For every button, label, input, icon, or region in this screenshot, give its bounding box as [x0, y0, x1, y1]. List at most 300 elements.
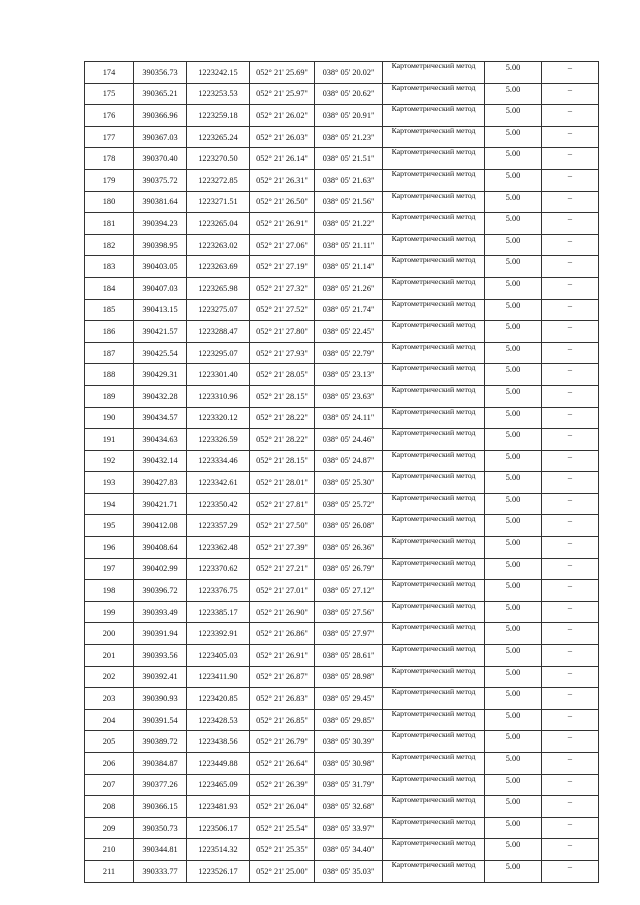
table-row: [85, 645, 599, 667]
accuracy-cell: 5.00: [485, 537, 542, 559]
longitude-cell: 038° 05' 30.98": [315, 753, 383, 775]
note-cell: –: [542, 342, 599, 364]
method-cell: Картометрический метод: [383, 321, 485, 343]
table-row: [85, 493, 599, 515]
x-coordinate-cell: 390392.41: [134, 666, 187, 688]
x-coordinate-cell: 390421.57: [134, 321, 187, 343]
latitude-cell: 052° 21' 26.87": [250, 666, 315, 688]
table-row: [85, 256, 599, 278]
x-coordinate-cell: 390427.83: [134, 472, 187, 494]
method-cell: Картометрический метод: [383, 105, 485, 127]
table-row: [85, 385, 599, 407]
x-coordinate-cell: 390394.23: [134, 213, 187, 235]
point-number-cell: 185: [85, 299, 134, 321]
x-coordinate-cell: 390366.15: [134, 796, 187, 818]
accuracy-cell: 5.00: [485, 148, 542, 170]
table-row: [85, 429, 599, 451]
x-coordinate-cell: 390408.64: [134, 537, 187, 559]
y-coordinate-cell: 1223392.91: [187, 623, 250, 645]
latitude-cell: 052° 21' 27.01": [250, 580, 315, 602]
table-row: [85, 817, 599, 839]
point-number-cell: 202: [85, 666, 134, 688]
table-row: [85, 299, 599, 321]
accuracy-cell: 5.00: [485, 558, 542, 580]
table-row: [85, 558, 599, 580]
point-number-cell: 175: [85, 83, 134, 105]
longitude-cell: 038° 05' 32.68": [315, 796, 383, 818]
accuracy-cell: 5.00: [485, 472, 542, 494]
latitude-cell: 052° 21' 27.50": [250, 515, 315, 537]
y-coordinate-cell: 1223259.18: [187, 105, 250, 127]
latitude-cell: 052° 21' 26.83": [250, 688, 315, 710]
latitude-cell: 052° 21' 26.04": [250, 796, 315, 818]
latitude-cell: 052° 21' 27.19": [250, 256, 315, 278]
point-number-cell: 176: [85, 105, 134, 127]
latitude-cell: 052° 21' 27.21": [250, 558, 315, 580]
latitude-cell: 052° 21' 26.86": [250, 623, 315, 645]
latitude-cell: 052° 21' 26.14": [250, 148, 315, 170]
method-cell: Картометрический метод: [383, 817, 485, 839]
accuracy-cell: 5.00: [485, 62, 542, 84]
point-number-cell: 206: [85, 753, 134, 775]
table-row: [85, 148, 599, 170]
method-cell: Картометрический метод: [383, 299, 485, 321]
method-cell: Картометрический метод: [383, 169, 485, 191]
note-cell: –: [542, 688, 599, 710]
x-coordinate-cell: 390390.93: [134, 688, 187, 710]
longitude-cell: 038° 05' 23.63": [315, 385, 383, 407]
x-coordinate-cell: 390391.54: [134, 709, 187, 731]
note-cell: –: [542, 407, 599, 429]
accuracy-cell: 5.00: [485, 839, 542, 861]
table-row: [85, 774, 599, 796]
longitude-cell: 038° 05' 22.45": [315, 321, 383, 343]
point-number-cell: 198: [85, 580, 134, 602]
y-coordinate-cell: 1223370.62: [187, 558, 250, 580]
y-coordinate-cell: 1223265.04: [187, 213, 250, 235]
accuracy-cell: 5.00: [485, 860, 542, 882]
latitude-cell: 052° 21' 26.03": [250, 126, 315, 148]
y-coordinate-cell: 1223428.53: [187, 709, 250, 731]
table-row: [85, 450, 599, 472]
longitude-cell: 038° 05' 27.56": [315, 601, 383, 623]
note-cell: –: [542, 796, 599, 818]
y-coordinate-cell: 1223326.59: [187, 429, 250, 451]
note-cell: –: [542, 645, 599, 667]
y-coordinate-cell: 1223357.29: [187, 515, 250, 537]
point-number-cell: 177: [85, 126, 134, 148]
note-cell: –: [542, 321, 599, 343]
latitude-cell: 052° 21' 27.06": [250, 234, 315, 256]
accuracy-cell: 5.00: [485, 666, 542, 688]
latitude-cell: 052° 21' 26.64": [250, 753, 315, 775]
x-coordinate-cell: 390398.95: [134, 234, 187, 256]
y-coordinate-cell: 1223449.88: [187, 753, 250, 775]
latitude-cell: 052° 21' 28.22": [250, 407, 315, 429]
longitude-cell: 038° 05' 31.79": [315, 774, 383, 796]
longitude-cell: 038° 05' 26.36": [315, 537, 383, 559]
table-row: [85, 213, 599, 235]
accuracy-cell: 5.00: [485, 126, 542, 148]
x-coordinate-cell: 390407.03: [134, 277, 187, 299]
longitude-cell: 038° 05' 20.91": [315, 105, 383, 127]
longitude-cell: 038° 05' 27.97": [315, 623, 383, 645]
point-number-cell: 199: [85, 601, 134, 623]
y-coordinate-cell: 1223263.69: [187, 256, 250, 278]
method-cell: Картометрический метод: [383, 645, 485, 667]
x-coordinate-cell: 390402.99: [134, 558, 187, 580]
note-cell: –: [542, 709, 599, 731]
method-cell: Картометрический метод: [383, 126, 485, 148]
longitude-cell: 038° 05' 24.87": [315, 450, 383, 472]
latitude-cell: 052° 21' 26.91": [250, 213, 315, 235]
x-coordinate-cell: 390356.73: [134, 62, 187, 84]
point-number-cell: 203: [85, 688, 134, 710]
x-coordinate-cell: 390434.63: [134, 429, 187, 451]
y-coordinate-cell: 1223405.03: [187, 645, 250, 667]
table-row: [85, 623, 599, 645]
method-cell: Картометрический метод: [383, 537, 485, 559]
table-row: [85, 796, 599, 818]
method-cell: Картометрический метод: [383, 450, 485, 472]
point-number-cell: 193: [85, 472, 134, 494]
longitude-cell: 038° 05' 33.97": [315, 817, 383, 839]
longitude-cell: 038° 05' 23.13": [315, 364, 383, 386]
method-cell: Картометрический метод: [383, 580, 485, 602]
latitude-cell: 052° 21' 28.05": [250, 364, 315, 386]
longitude-cell: 038° 05' 28.61": [315, 645, 383, 667]
y-coordinate-cell: 1223288.47: [187, 321, 250, 343]
latitude-cell: 052° 21' 27.80": [250, 321, 315, 343]
method-cell: Картометрический метод: [383, 601, 485, 623]
latitude-cell: 052° 21' 26.90": [250, 601, 315, 623]
table-row: [85, 860, 599, 882]
note-cell: –: [542, 169, 599, 191]
accuracy-cell: 5.00: [485, 169, 542, 191]
note-cell: –: [542, 601, 599, 623]
note-cell: –: [542, 277, 599, 299]
point-number-cell: 200: [85, 623, 134, 645]
latitude-cell: 052° 21' 26.79": [250, 731, 315, 753]
table-row: [85, 83, 599, 105]
accuracy-cell: 5.00: [485, 385, 542, 407]
table-row: [85, 753, 599, 775]
point-number-cell: 194: [85, 493, 134, 515]
method-cell: Картометрический метод: [383, 148, 485, 170]
method-cell: Картометрический метод: [383, 623, 485, 645]
latitude-cell: 052° 21' 27.32": [250, 277, 315, 299]
point-number-cell: 174: [85, 62, 134, 84]
point-number-cell: 188: [85, 364, 134, 386]
longitude-cell: 038° 05' 29.85": [315, 709, 383, 731]
table-row: [85, 515, 599, 537]
note-cell: –: [542, 558, 599, 580]
y-coordinate-cell: 1223275.07: [187, 299, 250, 321]
y-coordinate-cell: 1223270.50: [187, 148, 250, 170]
accuracy-cell: 5.00: [485, 709, 542, 731]
note-cell: –: [542, 256, 599, 278]
longitude-cell: 038° 05' 20.02": [315, 62, 383, 84]
y-coordinate-cell: 1223263.02: [187, 234, 250, 256]
point-number-cell: 179: [85, 169, 134, 191]
table-row: [85, 105, 599, 127]
x-coordinate-cell: 390393.56: [134, 645, 187, 667]
x-coordinate-cell: 390432.14: [134, 450, 187, 472]
table-body: [85, 62, 599, 883]
note-cell: –: [542, 213, 599, 235]
latitude-cell: 052° 21' 26.39": [250, 774, 315, 796]
y-coordinate-cell: 1223342.61: [187, 472, 250, 494]
point-number-cell: 189: [85, 385, 134, 407]
latitude-cell: 052° 21' 28.15": [250, 385, 315, 407]
y-coordinate-cell: 1223242.15: [187, 62, 250, 84]
y-coordinate-cell: 1223465.09: [187, 774, 250, 796]
point-number-cell: 187: [85, 342, 134, 364]
y-coordinate-cell: 1223301.40: [187, 364, 250, 386]
latitude-cell: 052° 21' 25.69": [250, 62, 315, 84]
table-row: [85, 688, 599, 710]
accuracy-cell: 5.00: [485, 407, 542, 429]
longitude-cell: 038° 05' 22.79": [315, 342, 383, 364]
method-cell: Картометрический метод: [383, 83, 485, 105]
method-cell: Картометрический метод: [383, 429, 485, 451]
x-coordinate-cell: 390432.28: [134, 385, 187, 407]
note-cell: –: [542, 364, 599, 386]
method-cell: Картометрический метод: [383, 709, 485, 731]
accuracy-cell: 5.00: [485, 234, 542, 256]
x-coordinate-cell: 390367.03: [134, 126, 187, 148]
y-coordinate-cell: 1223526.17: [187, 860, 250, 882]
latitude-cell: 052° 21' 25.00": [250, 860, 315, 882]
x-coordinate-cell: 390425.54: [134, 342, 187, 364]
longitude-cell: 038° 05' 21.51": [315, 148, 383, 170]
y-coordinate-cell: 1223420.85: [187, 688, 250, 710]
longitude-cell: 038° 05' 21.23": [315, 126, 383, 148]
table-row: [85, 472, 599, 494]
method-cell: Картометрический метод: [383, 666, 485, 688]
point-number-cell: 205: [85, 731, 134, 753]
x-coordinate-cell: 390377.26: [134, 774, 187, 796]
x-coordinate-cell: 390396.72: [134, 580, 187, 602]
point-number-cell: 182: [85, 234, 134, 256]
point-number-cell: 204: [85, 709, 134, 731]
method-cell: Картометрический метод: [383, 385, 485, 407]
x-coordinate-cell: 390375.72: [134, 169, 187, 191]
note-cell: –: [542, 234, 599, 256]
point-number-cell: 197: [85, 558, 134, 580]
note-cell: –: [542, 493, 599, 515]
longitude-cell: 038° 05' 21.22": [315, 213, 383, 235]
method-cell: Картометрический метод: [383, 213, 485, 235]
note-cell: –: [542, 450, 599, 472]
longitude-cell: 038° 05' 21.26": [315, 277, 383, 299]
accuracy-cell: 5.00: [485, 191, 542, 213]
table-row: [85, 169, 599, 191]
note-cell: –: [542, 62, 599, 84]
accuracy-cell: 5.00: [485, 580, 542, 602]
point-number-cell: 208: [85, 796, 134, 818]
method-cell: Картометрический метод: [383, 731, 485, 753]
longitude-cell: 038° 05' 21.63": [315, 169, 383, 191]
latitude-cell: 052° 21' 27.81": [250, 493, 315, 515]
longitude-cell: 038° 05' 26.79": [315, 558, 383, 580]
point-number-cell: 191: [85, 429, 134, 451]
point-number-cell: 201: [85, 645, 134, 667]
x-coordinate-cell: 390384.87: [134, 753, 187, 775]
accuracy-cell: 5.00: [485, 731, 542, 753]
x-coordinate-cell: 390370.40: [134, 148, 187, 170]
table-row: [85, 709, 599, 731]
x-coordinate-cell: 390429.31: [134, 364, 187, 386]
latitude-cell: 052° 21' 27.39": [250, 537, 315, 559]
point-number-cell: 209: [85, 817, 134, 839]
point-number-cell: 186: [85, 321, 134, 343]
latitude-cell: 052° 21' 27.93": [250, 342, 315, 364]
x-coordinate-cell: 390391.94: [134, 623, 187, 645]
point-number-cell: 207: [85, 774, 134, 796]
note-cell: –: [542, 731, 599, 753]
accuracy-cell: 5.00: [485, 277, 542, 299]
x-coordinate-cell: 390403.05: [134, 256, 187, 278]
accuracy-cell: 5.00: [485, 342, 542, 364]
y-coordinate-cell: 1223272.85: [187, 169, 250, 191]
y-coordinate-cell: 1223350.42: [187, 493, 250, 515]
y-coordinate-cell: 1223506.17: [187, 817, 250, 839]
note-cell: –: [542, 666, 599, 688]
accuracy-cell: 5.00: [485, 213, 542, 235]
y-coordinate-cell: 1223253.53: [187, 83, 250, 105]
accuracy-cell: 5.00: [485, 623, 542, 645]
note-cell: –: [542, 191, 599, 213]
accuracy-cell: 5.00: [485, 493, 542, 515]
method-cell: Картометрический метод: [383, 796, 485, 818]
method-cell: Картометрический метод: [383, 753, 485, 775]
point-number-cell: 192: [85, 450, 134, 472]
note-cell: –: [542, 580, 599, 602]
note-cell: –: [542, 515, 599, 537]
longitude-cell: 038° 05' 27.12": [315, 580, 383, 602]
method-cell: Картометрический метод: [383, 515, 485, 537]
y-coordinate-cell: 1223438.56: [187, 731, 250, 753]
latitude-cell: 052° 21' 25.35": [250, 839, 315, 861]
y-coordinate-cell: 1223514.32: [187, 839, 250, 861]
table-row: [85, 601, 599, 623]
note-cell: –: [542, 83, 599, 105]
method-cell: Картометрический метод: [383, 688, 485, 710]
table-row: [85, 191, 599, 213]
note-cell: –: [542, 105, 599, 127]
y-coordinate-cell: 1223334.46: [187, 450, 250, 472]
y-coordinate-cell: 1223320.12: [187, 407, 250, 429]
table-row: [85, 731, 599, 753]
latitude-cell: 052° 21' 26.50": [250, 191, 315, 213]
note-cell: –: [542, 860, 599, 882]
note-cell: –: [542, 623, 599, 645]
longitude-cell: 038° 05' 29.45": [315, 688, 383, 710]
accuracy-cell: 5.00: [485, 299, 542, 321]
x-coordinate-cell: 390389.72: [134, 731, 187, 753]
table-row: [85, 666, 599, 688]
longitude-cell: 038° 05' 21.74": [315, 299, 383, 321]
x-coordinate-cell: 390350.73: [134, 817, 187, 839]
table-row: [85, 537, 599, 559]
method-cell: Картометрический метод: [383, 407, 485, 429]
latitude-cell: 052° 21' 25.54": [250, 817, 315, 839]
x-coordinate-cell: 390434.57: [134, 407, 187, 429]
y-coordinate-cell: 1223385.17: [187, 601, 250, 623]
latitude-cell: 052° 21' 26.85": [250, 709, 315, 731]
x-coordinate-cell: 390344.81: [134, 839, 187, 861]
x-coordinate-cell: 390333.77: [134, 860, 187, 882]
note-cell: –: [542, 299, 599, 321]
note-cell: –: [542, 472, 599, 494]
accuracy-cell: 5.00: [485, 515, 542, 537]
longitude-cell: 038° 05' 21.11": [315, 234, 383, 256]
accuracy-cell: 5.00: [485, 429, 542, 451]
longitude-cell: 038° 05' 25.30": [315, 472, 383, 494]
method-cell: Картометрический метод: [383, 364, 485, 386]
x-coordinate-cell: 390412.08: [134, 515, 187, 537]
longitude-cell: 038° 05' 21.56": [315, 191, 383, 213]
y-coordinate-cell: 1223271.51: [187, 191, 250, 213]
table-row: [85, 364, 599, 386]
table-row: [85, 126, 599, 148]
longitude-cell: 038° 05' 25.72": [315, 493, 383, 515]
accuracy-cell: 5.00: [485, 321, 542, 343]
method-cell: Картометрический метод: [383, 342, 485, 364]
point-number-cell: 195: [85, 515, 134, 537]
note-cell: –: [542, 429, 599, 451]
table-row: [85, 580, 599, 602]
note-cell: –: [542, 537, 599, 559]
note-cell: –: [542, 817, 599, 839]
x-coordinate-cell: 390413.15: [134, 299, 187, 321]
table-row: [85, 407, 599, 429]
accuracy-cell: 5.00: [485, 601, 542, 623]
point-number-cell: 210: [85, 839, 134, 861]
method-cell: Картометрический метод: [383, 860, 485, 882]
x-coordinate-cell: 390366.96: [134, 105, 187, 127]
point-number-cell: 178: [85, 148, 134, 170]
note-cell: –: [542, 774, 599, 796]
accuracy-cell: 5.00: [485, 450, 542, 472]
coordinates-table: [84, 61, 599, 883]
point-number-cell: 181: [85, 213, 134, 235]
latitude-cell: 052° 21' 27.52": [250, 299, 315, 321]
y-coordinate-cell: 1223265.24: [187, 126, 250, 148]
longitude-cell: 038° 05' 21.14": [315, 256, 383, 278]
accuracy-cell: 5.00: [485, 817, 542, 839]
longitude-cell: 038° 05' 28.98": [315, 666, 383, 688]
x-coordinate-cell: 390365.21: [134, 83, 187, 105]
note-cell: –: [542, 839, 599, 861]
accuracy-cell: 5.00: [485, 688, 542, 710]
method-cell: Картометрический метод: [383, 234, 485, 256]
table-row: [85, 321, 599, 343]
longitude-cell: 038° 05' 20.62": [315, 83, 383, 105]
accuracy-cell: 5.00: [485, 105, 542, 127]
table-row: [85, 62, 599, 84]
method-cell: Картометрический метод: [383, 277, 485, 299]
note-cell: –: [542, 126, 599, 148]
latitude-cell: 052° 21' 26.91": [250, 645, 315, 667]
longitude-cell: 038° 05' 34.40": [315, 839, 383, 861]
y-coordinate-cell: 1223376.75: [187, 580, 250, 602]
accuracy-cell: 5.00: [485, 364, 542, 386]
y-coordinate-cell: 1223265.98: [187, 277, 250, 299]
table-row: [85, 342, 599, 364]
longitude-cell: 038° 05' 30.39": [315, 731, 383, 753]
